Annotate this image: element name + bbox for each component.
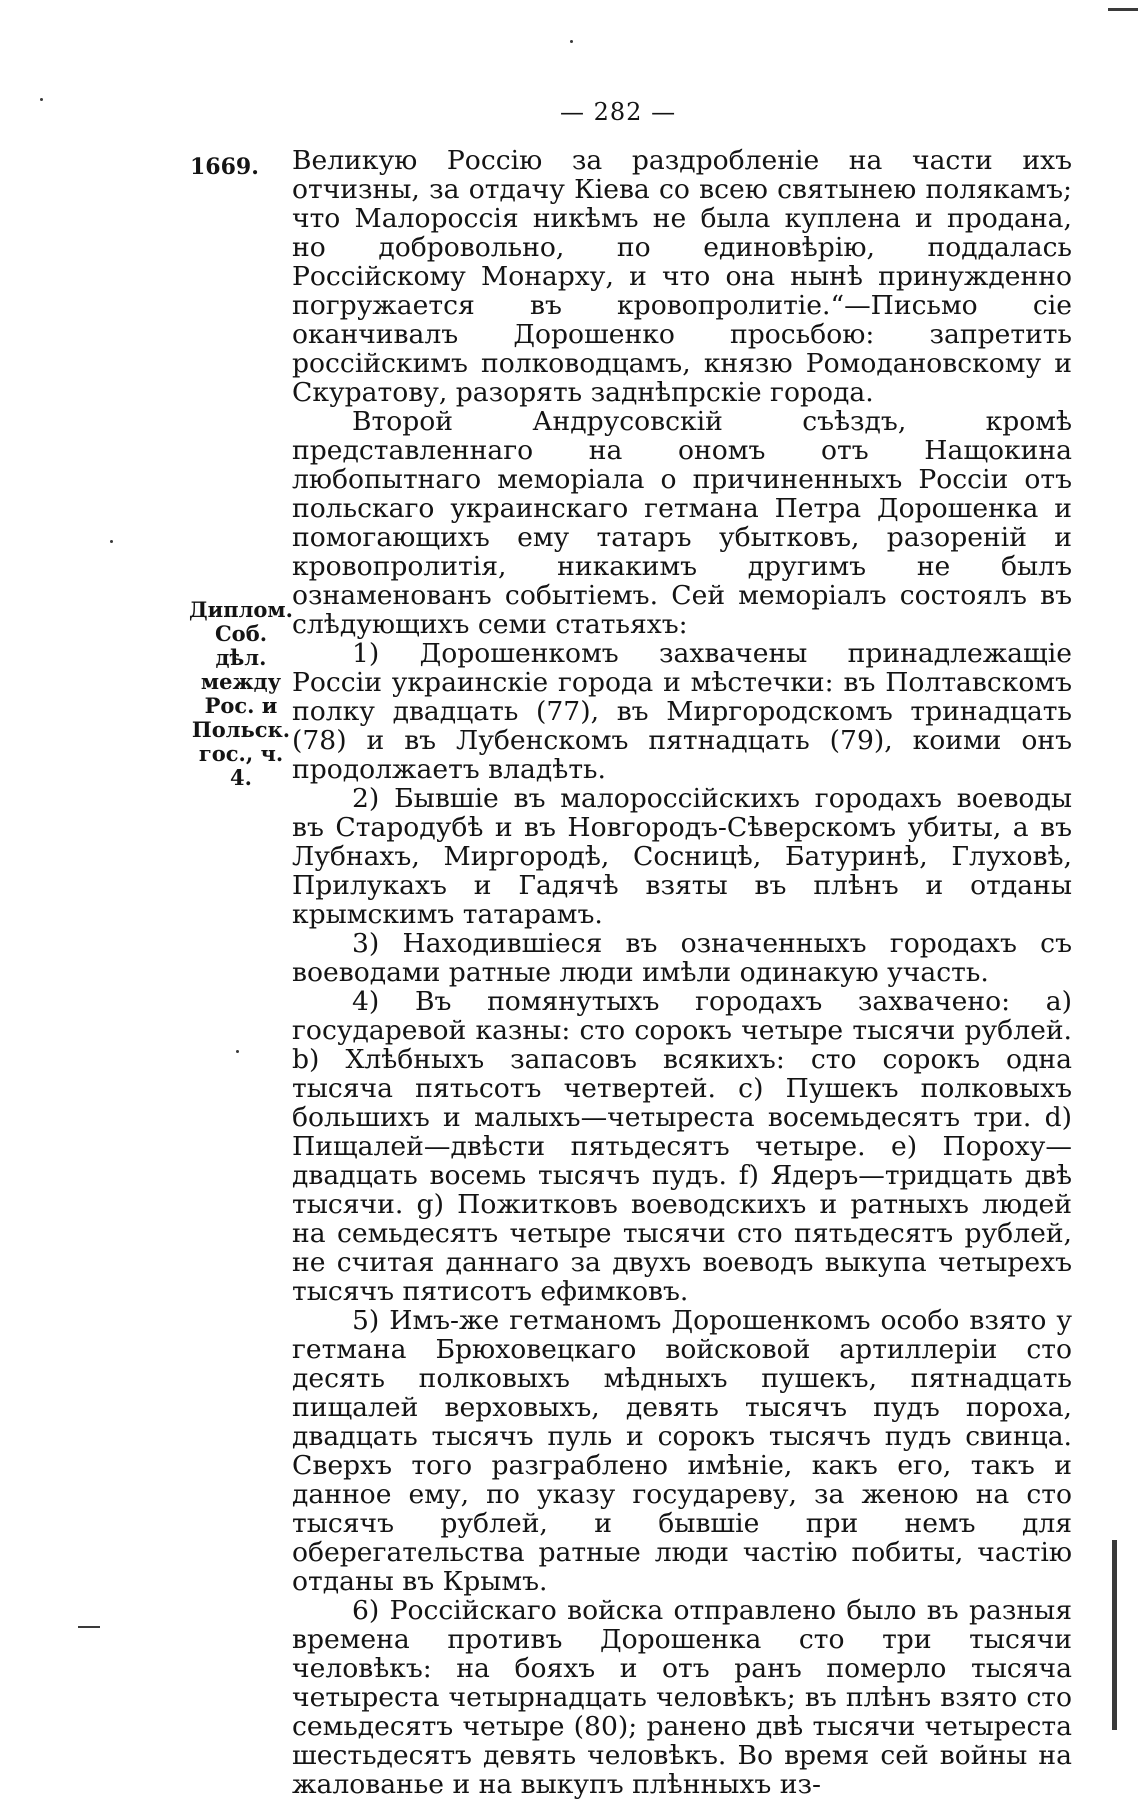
- page-number: — 282 —: [560, 98, 677, 126]
- memorial-item-5: 5) Имъ-же гетманомъ Дорошенкомъ особо взято у гетмана Брюховецкаго войсковой артиллеріи сто десять полковыхъ мѣдныхъ пушекъ, пятнадцать пищалей верховыхъ, девять тысячъ пудъ пороха, двадцать тысячъ пуль и сорокъ тысячъ пудъ свинца. Сверхъ того разграблено имѣніе, какъ его, такъ и данное ему, по указу государеву, за женою на сто тысячъ рублей, и бывшіе при немъ для оберегательства ратные люди частію побиты, частію отданы въ Крымъ.: [292, 1305, 1072, 1597]
- memorial-item-6: 6) Россійскаго войска отправлено было въ разныя времена противъ Дорошенка сто три тысячи человѣкъ: на бояхъ и отъ ранъ померло тысяча четыреста четырнадцать человѣкъ; въ плѣнъ взято сто семьдесятъ четыре (80); ранено двѣ тысячи четыреста шестьдесятъ девять человѣкъ. Во время сей войны на жалованье и на выкупъ плѣнныхъ из-: [292, 1595, 1072, 1800]
- scan-edge-mark: [1112, 1540, 1117, 1730]
- memorial-item-1: 1) Дорошенкомъ захвачены принадлежащіе Россіи украинскіе города и мѣстечки: въ Полтавскомъ полку двадцать (77), въ Миргородскомъ тринадцать (78) и въ Лубенскомъ пятнадцать (79), коими онъ продолжаетъ владѣть.: [292, 638, 1072, 785]
- scan-speck: [110, 540, 113, 543]
- marginal-line: гос., ч. 4.: [198, 741, 284, 790]
- scan-edge-mark: [78, 1626, 100, 1628]
- margin-year: 1669.: [190, 154, 259, 180]
- scan-edge-mark: [1108, 8, 1138, 11]
- memorial-item-3: 3) Находившіеся въ означенныхъ городахъ съ воеводами ратные люди имѣли одинакую участь.: [292, 928, 1072, 988]
- marginal-line: Польск.: [191, 717, 291, 742]
- memorial-item-4: 4) Въ помянутыхъ городахъ захвачено: а) государевой казны: сто сорокъ четыре тысячи рублей. b) Хлѣбныхъ запасовъ всякихъ: сто сорокъ одна тысяча пятьсотъ четвертей. c) Пушекъ полковыхъ большихъ и малыхъ—четыреста восемьдесятъ три. d) Пищалей—двѣсти пятьдесятъ четыре. e) Пороху—двадцать восемь тысячъ пудъ. f) Ядеръ—тридцать двѣ тысячи. g) Пожитковъ воеводскихъ и ратныхъ людей на семьдесятъ четыре тысячи сто пятьдесятъ рублей, не считая даннаго за двухъ воеводъ выкупа четырехъ тысячъ пятисотъ ефимковъ.: [292, 986, 1072, 1307]
- main-text: [292, 146, 1072, 1799]
- memorial-item-2: 2) Бывшіе въ малороссійскихъ городахъ воеводы въ Стародубѣ и въ Новгородъ-Сѣверскомъ убиты, а въ Лубнахъ, Миргородѣ, Сосницѣ, Батуринѣ, Глуховѣ, Прилукахъ и Гадячѣ взяты въ плѣнъ и отданы крымскимъ татарамъ.: [292, 783, 1072, 930]
- marginal-source-note: [186, 598, 296, 790]
- marginal-line: Рос. и: [204, 693, 278, 718]
- scan-speck: [236, 1050, 239, 1053]
- marginal-line: Диплом.: [189, 597, 293, 622]
- scan-speck: [40, 98, 43, 101]
- scan-speck: [570, 40, 573, 43]
- marginal-line: между: [200, 669, 282, 694]
- paragraph-intro: Великую Россію за раздробленіе на части ихъ отчизны, за отдачу Кіева со всею святынею полякамъ; что Малороссія никѣмъ не была куплена и продана, но добровольно, по единовѣрію, поддалась Россійскому Монарху, и что она нынѣ принужденно погружается въ кровопролитіе.“—Письмо сіе оканчивалъ Дорошенко просьбою: запретить россійскимъ полководцамъ, князю Ромодановскому и Скуратову, разорять заднѣпрскіе города.: [292, 145, 1072, 408]
- marginal-line: Соб. дѣл.: [214, 621, 268, 670]
- paragraph-memorial-intro: Второй Андрусовскій съѣздъ, кромѣ представленнаго на ономъ отъ Нащокина любопытнаго меморіала о причиненныхъ Россіи отъ польскаго украинскаго гетмана Петра Дорошенка и помогающихъ ему татаръ убытковъ, разореній и кровопролитія, никакимъ другимъ не былъ ознаменованъ событіемъ. Сей меморіалъ состоялъ въ слѣдующихъ семи статьяхъ:: [292, 406, 1072, 640]
